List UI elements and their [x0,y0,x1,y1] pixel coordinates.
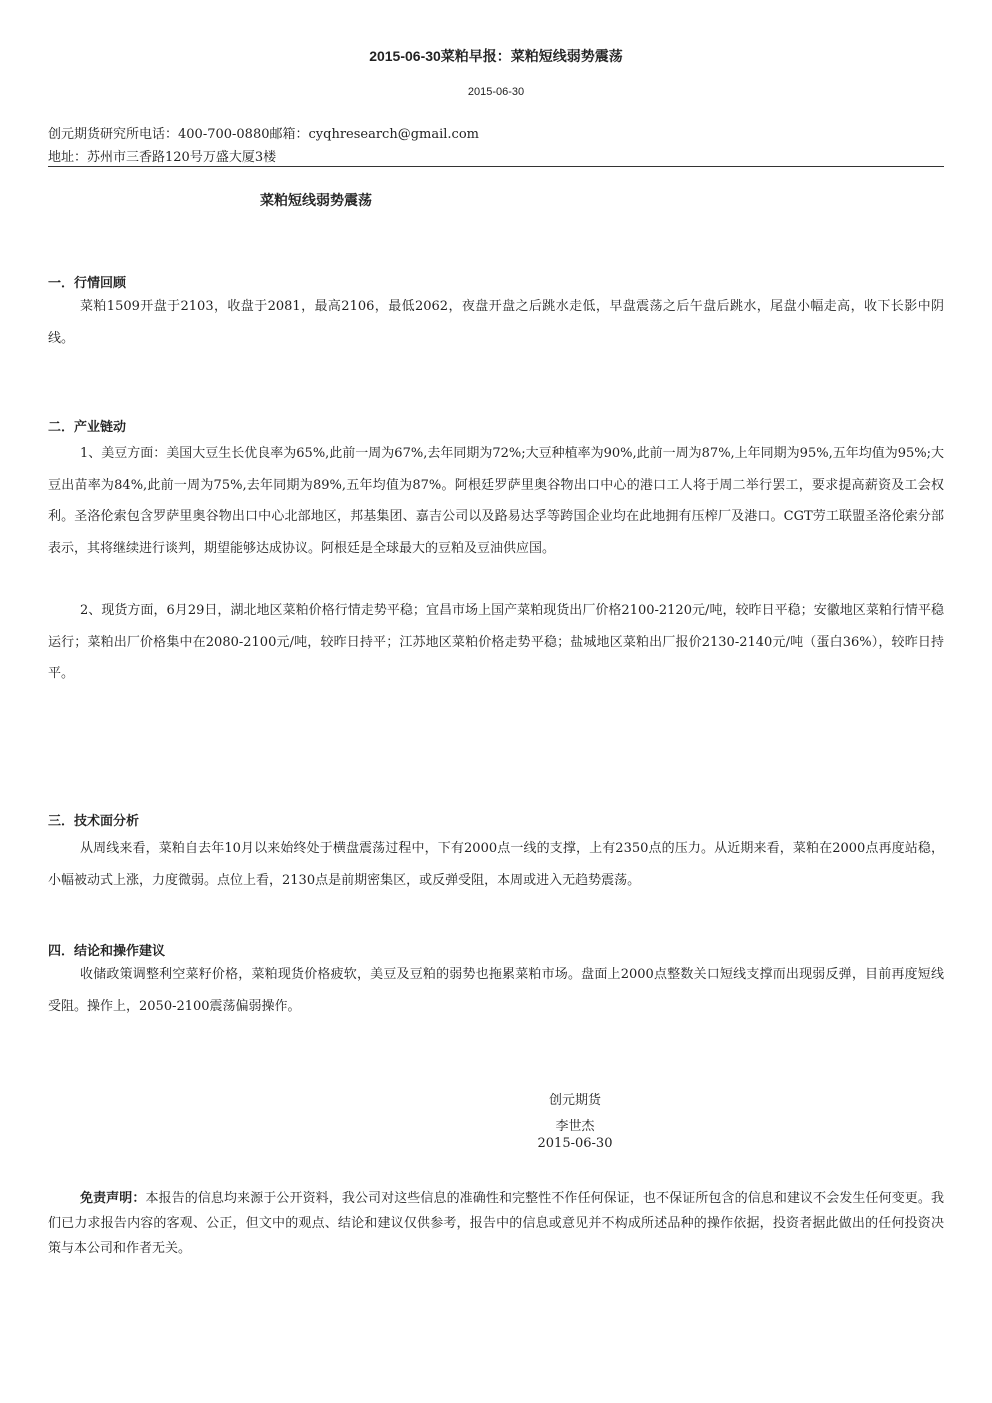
address-info: 地址：苏州市三香路120号万盛大厦3楼 [48,150,277,165]
section-paragraph: 菜粕1509开盘于2103，收盘于2081，最高2106，最低2062，夜盘开盘之后跳水走低，早盘震荡之后午盘后跳水，尾盘小幅走高，收下长影中阴线。 [48,299,944,346]
signature-author: 李世杰 [555,1119,595,1134]
disclaimer-text: 本报告的信息均来源于公开资料，我公司对这些信息的准确性和完整性不作任何保证，也不保证所包含的信息和建议不会发生任何变更。我们已力求报告内容的客观、公正，但文中的观点、结论和建议仅供参考，报告中的信息或意见并不构成所述品种的操作依据，投资者据此做出的任何投资决策与本公司和作者无关。 [48,1191,944,1256]
report-date: 2015-06-30 [467,86,525,98]
section-heading-conclusion: 四．结论和操作建议 [48,943,166,958]
section-heading-industry-chain: 二．产业链动 [48,419,127,434]
contact-info: 创元期货研究所电话：400-700-0880邮箱：cyqhresearch@gmail.com [48,127,479,142]
report-subtitle: 菜粕短线弱势震荡 [260,192,372,208]
report-title: 2015-06-30菜粕早报：菜粕短线弱势震荡 [369,48,623,64]
signature-company: 创元期货 [548,1093,601,1108]
disclaimer-label: 免责声明： [80,1190,146,1205]
section-paragraph: 1、美豆方面：美国大豆生长优良率为65%,此前一周为67%,去年同期为72%;大豆种植率为90%,此前一周为87%,上年同期为95%,五年均值为95%;大豆出苗率为84%,此前一周为75%,去年同期为89%,五年均值为87%。阿根廷罗萨里奥谷物出口中心的港口工人将于周二举行罢工，要求提高薪资及工会权利。圣洛伦索包含罗萨里奥谷物出口中心北部地区，邦基集团、嘉吉公司以及路易达孚等跨国企业均在此地拥有压榨厂及港口。CGT劳工联盟圣洛伦索分部表示，其将继续进行谈判，期望能够达成协议。阿根廷是全球最大的豆粕及豆油供应国。 [48,446,944,556]
section-heading-market-review: 一．行情回顾 [48,275,127,290]
section-paragraph: 收储政策调整利空菜籽价格，菜粕现货价格疲软，美豆及豆粕的弱势也拖累菜粕市场。盘面上2000点整数关口短线支撑而出现弱反弹，目前再度短线受阻。操作上，2050-2100震荡偏弱操作。 [48,967,944,1014]
section-paragraph: 从周线来看，菜粕自去年10月以来始终处于横盘震荡过程中，下有2000点一线的支撑，上有2350点的压力。从近期来看，菜粕在2000点再度站稳，小幅被动式上涨，力度微弱。点位上看，2130点是前期密集区，或反弹受阻，本周或进入无趋势震荡。 [48,841,944,888]
signature-date: 2015-06-30 [537,1136,613,1151]
disclaimer [48,1185,944,1261]
section-paragraph: 2、现货方面，6月29日，湖北地区菜粕价格行情走势平稳；宜昌市场上国产菜粕现货出厂价格2100-2120元/吨，较昨日平稳；安徽地区菜粕行情平稳运行；菜粕出厂价格集中在2080-2100元/吨，较昨日持平；江苏地区菜粕价格走势平稳；盐城地区菜粕出厂报价2130-2140元/吨（蛋白36%），较昨日持平。 [48,603,944,681]
section-heading-technical-analysis: 三．技术面分析 [48,813,140,828]
header-divider [48,166,944,167]
